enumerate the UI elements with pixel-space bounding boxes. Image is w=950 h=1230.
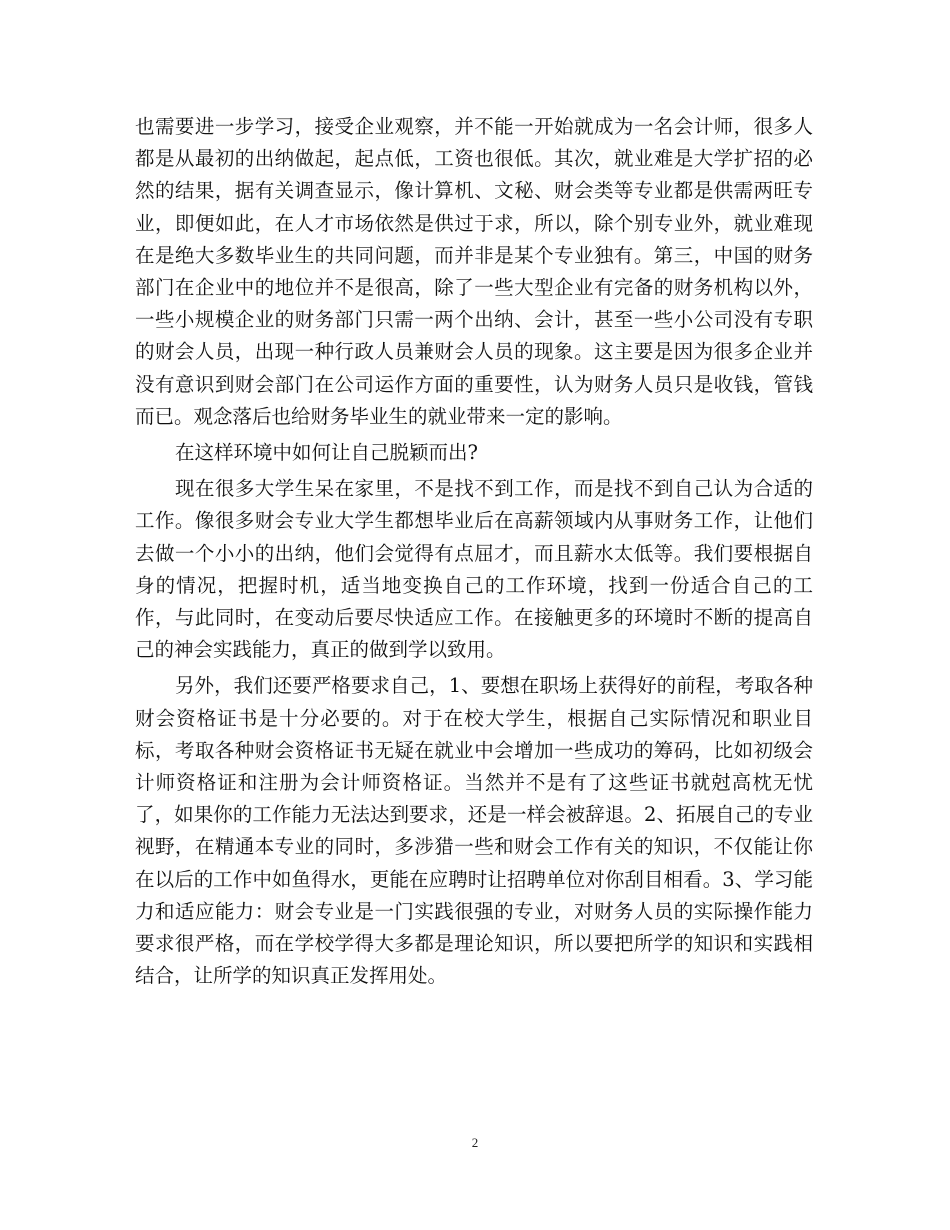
paragraph-job-search: 现在很多大学生呆在家里，不是找不到工作，而是找不到自己认为合适的工作。像很多财会专业大学生都想毕业后在高薪领域内从事财务工作，让他们去做一个小小的出纳，他们会觉得有点屈才，而且薪水太低等。我们要根据自身的情况，把握时机，适当地变换自己的工作环境，找到一份适合自己的工作，与此同时，在变动后要尽快适应工作。在接触更多的环境时不断的提高自己的神会实践能力，真正的做到学以致用。 <box>135 477 813 662</box>
page-number: 2 <box>471 1135 479 1150</box>
document-body <box>135 111 813 992</box>
paragraph-continuation: 也需要进一步学习，接受企业观察，并不能一开始就成为一名会计师，很多人都是从最初的出纳做起，起点低，工资也很低。其次，就业难是大学扩招的必然的结果，据有关调查显示，像计算机、文秘、财会类等专业都是供需两旺专业，即便如此，在人才市场依然是供过于求，所以，除个别专业外，就业难现在是绝大多数毕业生的共同问题，而并非是某个专业独有。第三，中国的财务部门在企业中的地位并不是很高，除了一些大型企业有完备的财务机构以外，一些小规模企业的财务部门只需一两个出纳、会计，甚至一些小公司没有专职的财会人员，出现一种行政人员兼财会人员的现象。这主要是因为很多企业并没有意识到财会部门在公司运作方面的重要性，认为财务人员只是收钱，管钱而已。观念落后也给财务毕业生的就业带来一定的影响。 <box>135 115 813 428</box>
paragraph-requirements: 另外，我们还要严格要求自己，1、要想在职场上获得好的前程，考取各种财会资格证书是十分必要的。对于在校大学生，根据自己实际情况和职业目标，考取各种财会资格证书无疑在就业中会增加一些成功的筹码，比如初级会计师资格证和注册为会计师资格证。当然并不是有了这些证书就尅高枕无忧了，如果你的工作能力无法达到要求，还是一样会被辞退。2、拓展自己的专业视野，在精通本专业的同时，多涉猎一些和财会工作有关的知识，不仅能让你在以后的工作中如鱼得水，更能在应聘时让招聘单位对你刮目相看。3、学习能力和适应能力：财会专业是一门实践很强的专业，对财务人员的实际操作能力要求很严格，而在学校学得大多都是理论知识，所以要把所学的知识和实践相结合，让所学的知识真正发挥用处。 <box>135 674 813 988</box>
paragraph-question: 在这样环境中如何让自己脱颖而出? <box>175 441 478 465</box>
